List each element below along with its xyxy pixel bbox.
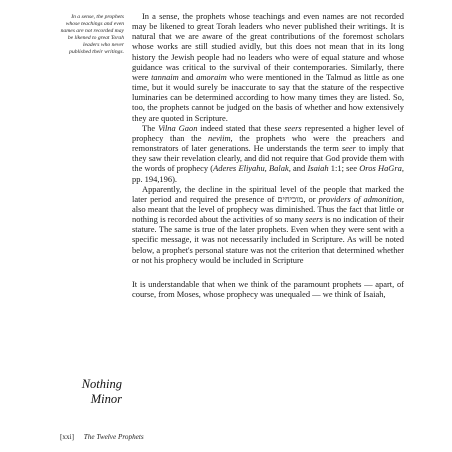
margin-note-text: In a sense, the prophets whose teachings and even names are not recorded may be likened to great Torah leaders who never published their writings. [60, 14, 124, 55]
body-text [132, 11, 404, 299]
paragraph-3: Apparently, the decline in the spiritual level of the people that marked the later period and required the presence of מוכיחים, or providers of admonition, also meant that the level of prophecy was diminished. Thus the fact that little or nothing is recorded about the activities of so many seers is no indication of their stature. The same is true of the later prophets. Even when they were sent with a specific message, it was not necessarily included in Scripture. As will be noted below, a prophet's personal stature was not the criterion that determined whether or not his prophecy would be included in Scripture [132, 183, 405, 265]
page-number: [xxi] [60, 433, 74, 441]
paragraph-1: In a sense, the prophets whose teachings and even names are not recorded may be likened to great Torah leaders who never published their writings. It is natural that we are aware of the great contributions of the foremost scholars whose works are still studied avidly, but this does not mean that in its long history the Jewish people had no leaders who were of equal stature and whose guidance was critical to the survival of their contemporaries. Similarly, there were tannaim and amoraim who were mentioned in the Talmud as little as one time, but it would surely be inaccurate to say that the stature of the respective luminaries can be determined according to how many times they are listed. So, too, the prophets cannot be judged on the basis of whether and how extensively they are quoted in Scripture. [132, 11, 404, 123]
section-heading-line-1: Nothing [81, 377, 122, 391]
paragraph-2: The Vilna Gaon indeed stated that these seers represented a higher level of prophecy than the neviim, the prophets who were the preachers and remonstrators of later generations. He understands the term seer to imply that they saw their revelation clearly, and did not require that God provide them with the words of prophecy (Aderes Eliyahu, Balak, and Isaiah 1:1; see Oros HaGra, pp. 194,196). [132, 122, 405, 184]
page-footer [60, 433, 360, 441]
margin-note [60, 14, 124, 55]
section-heading [60, 377, 122, 406]
hebrew-word: מוכיחים [277, 193, 304, 204]
running-title: The Twelve Prophets [83, 433, 144, 441]
section-heading-line-2: Minor [90, 391, 122, 406]
paragraph-4: It is understandable that when we think of the paramount prophets — apart, of course, from Moses, whose prophecy was unequaled — we think of Isaiah, [132, 278, 404, 300]
